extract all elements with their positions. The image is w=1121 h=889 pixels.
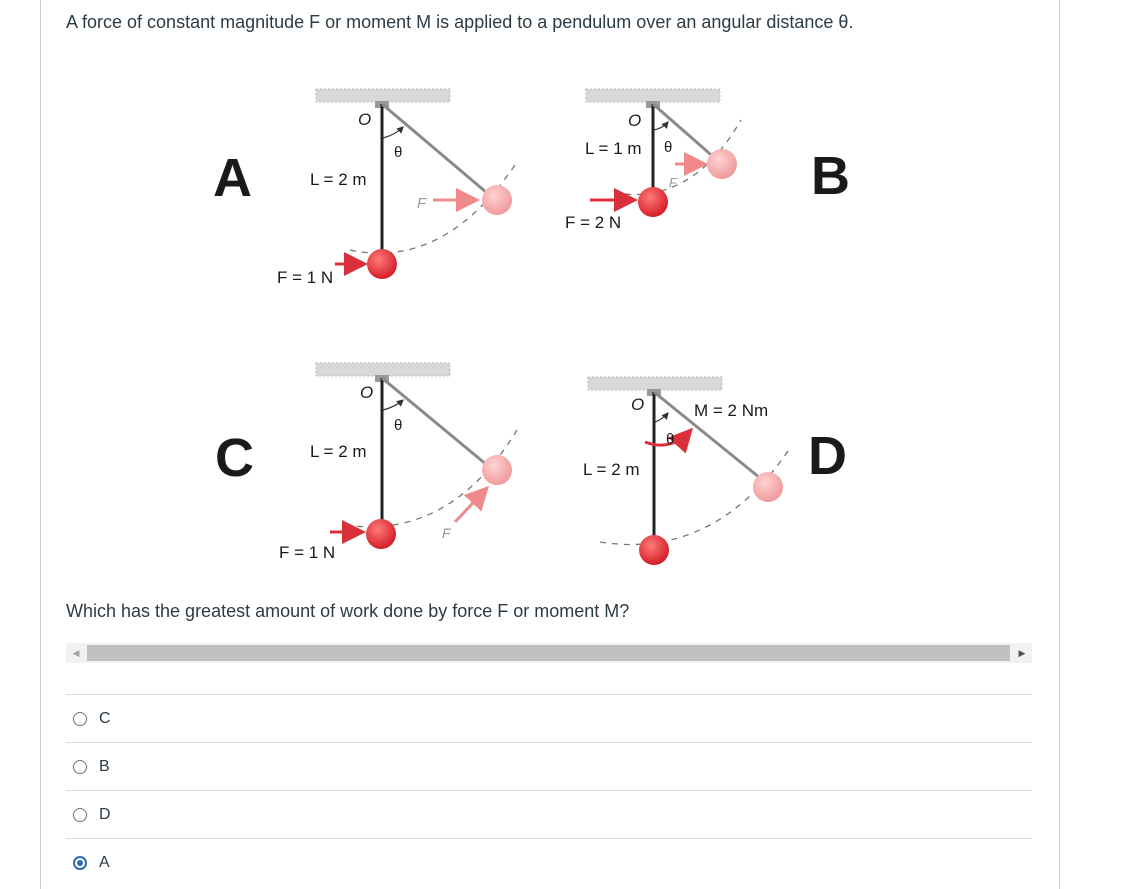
ball-b [638, 187, 668, 217]
panel-c-letter: C [215, 428, 254, 488]
ball-c [366, 519, 396, 549]
answer-list [66, 694, 1032, 886]
radio-button[interactable] [73, 760, 87, 774]
force-a-value: F = 1 N [277, 268, 334, 287]
pendulum-figure [205, 80, 865, 580]
arrow-left-icon[interactable]: ◀ [72, 647, 80, 658]
scrollbar-thumb[interactable] [87, 645, 1010, 661]
answer-option-a[interactable] [66, 838, 1032, 886]
sub-question: Which has the greatest amount of work done by force F or moment M? [66, 601, 630, 621]
answer-label: B [99, 757, 110, 775]
length-d-label: L = 2 m [583, 460, 640, 479]
answer-label: C [99, 709, 111, 727]
angle-b-label: θ [664, 139, 673, 156]
radio-button[interactable] [73, 712, 87, 726]
pivot-a-label: O [358, 110, 372, 129]
answer-option-d[interactable] [66, 790, 1032, 838]
length-c-label: L = 2 m [310, 442, 367, 461]
arrow-right-icon[interactable]: ▶ [1018, 647, 1026, 658]
force-c-faded-label: F [442, 525, 451, 541]
ball-a [367, 249, 397, 279]
answer-option-c[interactable] [66, 694, 1032, 742]
answer-option-b[interactable] [66, 742, 1032, 790]
pivot-c-label: O [360, 383, 374, 402]
radio-button-selected[interactable] [73, 856, 87, 870]
ball-d [639, 535, 669, 565]
answer-label: A [99, 853, 110, 871]
angle-d-label: θ [666, 431, 675, 448]
force-b-value: F = 2 N [565, 213, 622, 232]
moment-d-value: M = 2 Nm [694, 401, 769, 420]
answer-label: D [99, 805, 111, 823]
horizontal-scrollbar[interactable] [66, 643, 1032, 663]
panel-b [565, 89, 850, 232]
panel-d-letter: D [808, 426, 847, 486]
panel-c [215, 363, 517, 562]
length-b-label: L = 1 m [585, 139, 642, 158]
force-a-faded-label: F [417, 195, 427, 212]
panel-a-letter: A [213, 148, 252, 208]
pivot-d-label: O [631, 395, 645, 414]
angle-a-label: θ [394, 144, 403, 161]
force-b-faded-label: F [669, 175, 677, 190]
panel-b-letter: B [811, 146, 850, 206]
question-prompt: A force of constant magnitude F or moment M is applied to a pendulum over an angular distance θ. [66, 12, 854, 32]
radio-button[interactable] [73, 808, 87, 822]
force-c-value: F = 1 N [279, 543, 336, 562]
pivot-b-label: O [628, 111, 642, 130]
angle-c-label: θ [394, 417, 403, 434]
panel-a [213, 89, 517, 287]
length-a-label: L = 2 m [310, 170, 367, 189]
panel-d [583, 377, 847, 565]
